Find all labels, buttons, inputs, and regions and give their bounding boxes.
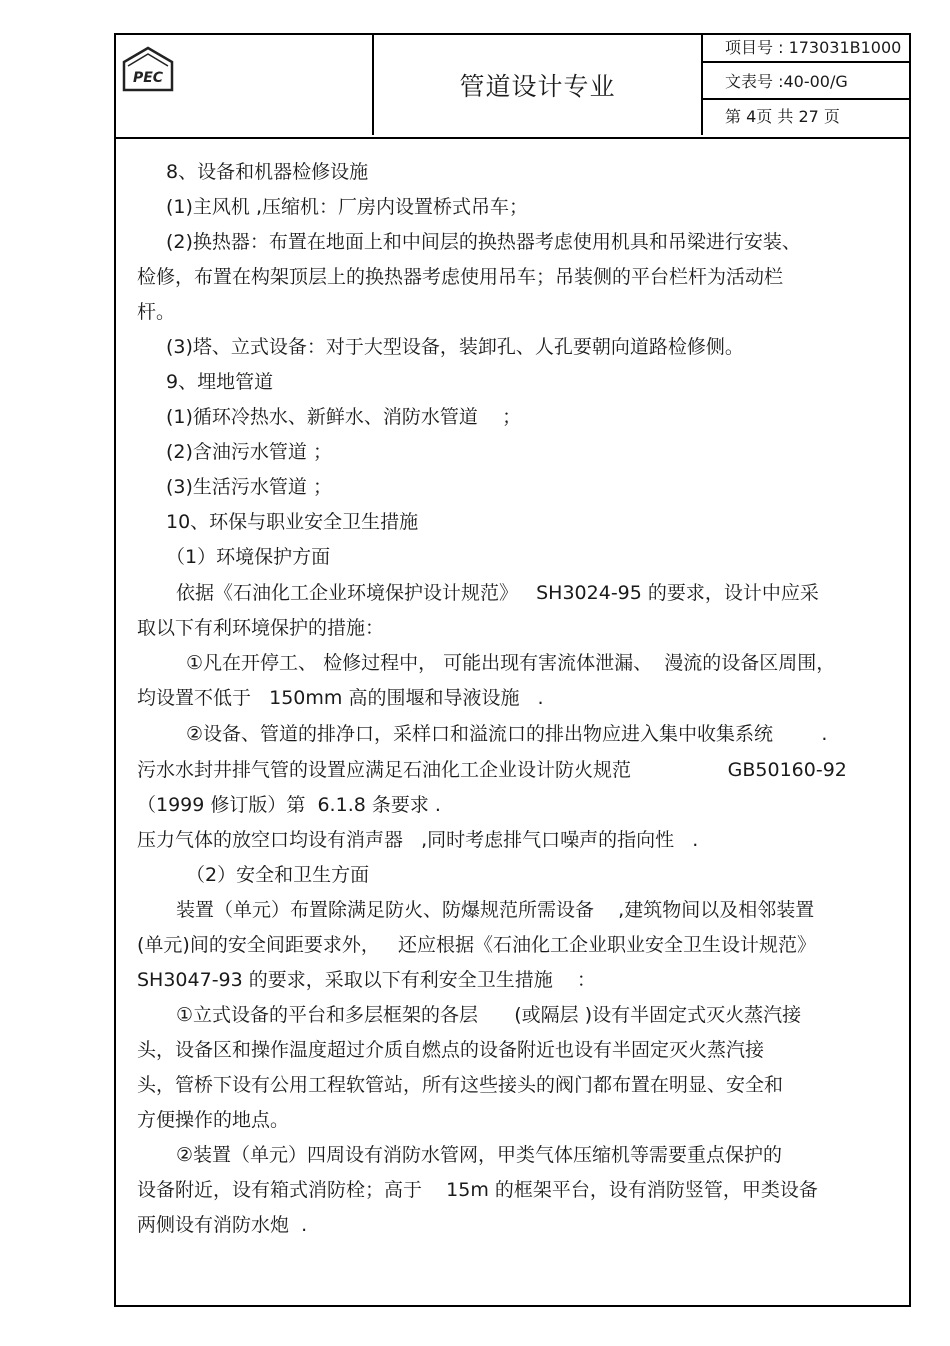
body-line: ①立式设备的平台和多层框架的各层 (或隔层 )设有半固定式灭火蒸汽接 (176, 1004, 802, 1026)
body-line: 压力气体的放空口均设有消声器 ,同时考虑排气口噪声的指向性 . (137, 829, 699, 851)
body-line: 均设置不低于 150mm 高的围堰和导液设施 . (137, 687, 544, 709)
body-line: ②装置（单元）四周设有消防水管网，甲类气体压缩机等需要重点保护的 (176, 1144, 783, 1166)
body-line: （1999 修订版）第 6.1.8 条要求 . (137, 794, 441, 816)
logo-text: PEC (132, 70, 164, 86)
project-number: 项目号 : 173031B1000 (703, 35, 909, 63)
body-line: （1）环境保护方面 (166, 546, 331, 568)
meta-cell (703, 35, 909, 135)
body-line: (2)含油污水管道 ； (166, 441, 332, 463)
body-line: (3)生活污水管道 ； (166, 476, 332, 498)
document-frame (114, 33, 911, 1307)
logo-cell (116, 35, 374, 135)
body-line: ①凡在开停工、 检修过程中， 可能出现有害流体泄漏、 漫流的设备区周围， (186, 652, 836, 674)
body-line: 9、埋地管道 (166, 371, 274, 393)
body-line: 头，设备区和操作温度超过介质自燃点的设备附近也设有半固定灭火蒸汽接 (137, 1039, 765, 1061)
company-logo (122, 46, 174, 96)
body-line: 装置（单元）布置除满足防火、防爆规范所需设备 ,建筑物间以及相邻装置 (176, 899, 815, 921)
body-line: (1)循环冷热水、新鲜水、消防水管道 ； (166, 406, 522, 428)
body-line: 10、环保与职业安全卫生措施 (166, 511, 419, 533)
discipline-title: 管道设计专业 (459, 72, 616, 101)
body-line: 两侧设有消防水炮 . (137, 1214, 308, 1236)
body-line: 污水水封井排气管的设置应满足石油化工企业设计防火规范 GB50160-92 (137, 759, 847, 781)
body-line: ②设备、管道的排净口，采样口和溢流口的排出物应进入集中收集系统 . (186, 723, 828, 745)
body-line: 取以下有利环境保护的措施： (137, 617, 385, 639)
body-line: 方便操作的地点。 (137, 1109, 290, 1131)
body-line: (1)主风机 ,压缩机：厂房内设置桥式吊车； (166, 196, 528, 218)
body-line: (3)塔、立式设备：对于大型设备，装卸孔、人孔要朝向道路检修侧。 (166, 336, 744, 358)
body-line: 检修，布置在构架顶层上的换热器考虑使用吊车；吊装侧的平台栏杆为活动栏 (137, 266, 784, 288)
body-line: 杆。 (137, 301, 176, 323)
title-cell (374, 35, 703, 135)
body-line: 设备附近，设有箱式消防栓；高于 15m 的框架平台，设有消防竖管，甲类设备 (137, 1179, 818, 1201)
document-header (116, 35, 909, 139)
page-indicator: 第 4页 共 27 页 (725, 107, 840, 126)
body-line: 8、设备和机器检修设施 (166, 161, 369, 183)
body-line: SH3047-93 的要求，采取以下有利安全卫生措施 ： (137, 969, 596, 991)
body-line: （2）安全和卫生方面 (186, 864, 370, 886)
body-line: 依据《石油化工企业环境保护设计规范》 SH3024-95 的要求，设计中应采 (176, 582, 819, 604)
document-number: 文表号 :40-00/G (703, 63, 909, 100)
body-line: (单元)间的安全间距要求外， 还应根据《石油化工企业职业安全卫生设计规范》 (137, 934, 816, 956)
body-line: 头，管桥下设有公用工程软管站，所有这些接头的阀门都布置在明显、安全和 (137, 1074, 784, 1096)
body-line: (2)换热器：布置在地面上和中间层的换热器考虑使用机具和吊梁进行安装、 (166, 231, 801, 253)
